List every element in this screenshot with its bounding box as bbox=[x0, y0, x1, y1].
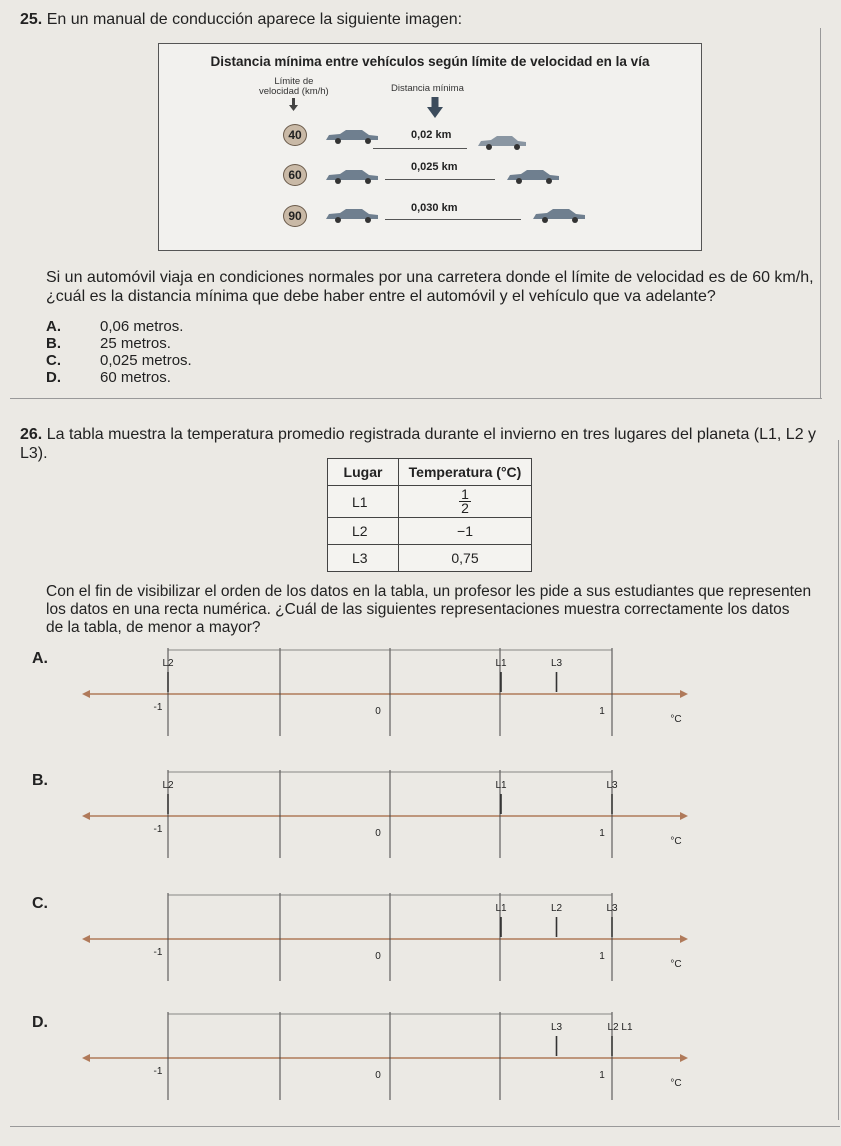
distance-90: 0,030 km bbox=[411, 202, 458, 214]
speed-badge-40: 40 bbox=[283, 124, 307, 146]
tick-label-0: 0 bbox=[375, 1070, 381, 1081]
question-25-header bbox=[20, 10, 462, 29]
down-arrow-icon bbox=[427, 97, 443, 119]
axis-arrow-icon bbox=[680, 935, 688, 943]
question-26-number: 26. bbox=[20, 426, 43, 443]
option-letter: D. bbox=[46, 369, 61, 386]
tick-label-0: 0 bbox=[375, 828, 381, 839]
option-text: 25 metros. bbox=[100, 335, 171, 352]
speed-limit-label-line2: velocidad (km/h) bbox=[259, 86, 329, 97]
option-text: 60 metros. bbox=[100, 369, 171, 386]
option-letter[interactable]: D. bbox=[32, 1014, 48, 1031]
option-text: 0,06 metros. bbox=[100, 318, 184, 335]
option-b[interactable] bbox=[46, 335, 192, 352]
axis-arrow-icon bbox=[82, 812, 90, 820]
speed-badge-60: 60 bbox=[283, 164, 307, 186]
unit-label: °C bbox=[670, 1078, 682, 1089]
question-25-options bbox=[46, 318, 192, 386]
speed-badge-90: 90 bbox=[283, 205, 307, 227]
axis-arrow-icon bbox=[82, 935, 90, 943]
axis-arrow-icon bbox=[680, 690, 688, 698]
speed-limit-label bbox=[259, 77, 329, 97]
marker-label: L1 bbox=[495, 780, 507, 791]
unit-label: °C bbox=[670, 959, 682, 970]
tick-label-minus1: -1 bbox=[153, 1066, 163, 1077]
car-icon bbox=[505, 168, 561, 184]
figure-title: Distancia mínima entre vehículos según límite de velocidad en la vía bbox=[210, 54, 650, 69]
table-row bbox=[328, 545, 532, 572]
tick-label-minus1: -1 bbox=[153, 947, 163, 958]
tick-label-0: 0 bbox=[375, 706, 381, 717]
axis-arrow-icon bbox=[680, 1054, 688, 1062]
number-line-d[interactable] bbox=[80, 1012, 720, 1104]
axis-arrow-icon bbox=[680, 812, 688, 820]
option-c[interactable] bbox=[46, 352, 192, 369]
option-d[interactable] bbox=[46, 369, 192, 386]
distance-40: 0,02 km bbox=[411, 129, 452, 141]
divider bbox=[10, 398, 822, 399]
tick-label-1: 1 bbox=[599, 1070, 605, 1081]
marker-label: L2 bbox=[162, 658, 174, 669]
question-26-text bbox=[46, 583, 836, 637]
marker-label: L3 bbox=[550, 658, 563, 669]
question-26-text-2: los datos en una recta numérica. ¿Cuál de las siguientes representaciones muestra correctamente los datos bbox=[46, 601, 790, 618]
marker-label: L1 bbox=[495, 658, 507, 669]
car-icon bbox=[531, 207, 587, 223]
question-25-intro: En un manual de conducción aparece la siguiente imagen: bbox=[46, 11, 463, 28]
fraction-denominator: 2 bbox=[461, 500, 469, 516]
question-26-text-1: Con el fin de visibilizar el orden de los datos en la tabla, un profesor les pide a sus estudiantes que representen bbox=[46, 583, 812, 600]
marker-label: L2 bbox=[550, 903, 563, 914]
option-letter: A. bbox=[46, 318, 61, 335]
unit-label: °C bbox=[670, 714, 682, 725]
table-cell-temp bbox=[399, 486, 532, 518]
marker-label: L3 bbox=[606, 780, 618, 791]
marker-label: L2 bbox=[162, 780, 174, 791]
question-25-text-2: ¿cuál es la distancia mínima que debe haber entre el automóvil y el vehículo que va adelante? bbox=[46, 288, 716, 305]
question-26-intro: La tabla muestra la temperatura promedio registrada durante el invierno en tres lugares del planeta (L1, L2 y L3). bbox=[20, 426, 817, 462]
option-text: 0,025 metros. bbox=[100, 352, 192, 369]
tick-label-minus1: -1 bbox=[153, 702, 163, 713]
car-icon bbox=[324, 128, 380, 144]
car-icon bbox=[324, 168, 380, 184]
axis-arrow-icon bbox=[82, 1054, 90, 1062]
tick-label-0: 0 bbox=[375, 951, 381, 962]
marker-label: L3 bbox=[606, 903, 618, 914]
speed-distance-figure bbox=[158, 43, 702, 251]
axis-arrow-icon bbox=[82, 690, 90, 698]
number-line-c[interactable] bbox=[80, 893, 720, 985]
table-header-temperatura: Temperatura (°C) bbox=[399, 459, 532, 486]
number-line-a[interactable] bbox=[80, 648, 720, 740]
table-row bbox=[328, 486, 532, 518]
question-25-number: 25. bbox=[20, 11, 43, 28]
question-26-text-3: de la tabla, de menor a mayor? bbox=[46, 619, 261, 636]
fraction-numerator: 1 bbox=[461, 486, 469, 502]
tick-label-1: 1 bbox=[599, 706, 605, 717]
option-letter[interactable]: C. bbox=[32, 895, 48, 912]
question-25-text-1: Si un automóvil viaja en condiciones normales por una carretera donde el límite de velocidad es de 60 km/h, bbox=[46, 269, 814, 286]
option-letter[interactable]: B. bbox=[32, 772, 48, 789]
down-arrow-icon bbox=[289, 98, 299, 112]
min-distance-label: Distancia mínima bbox=[391, 83, 464, 94]
marker-label: L3 bbox=[550, 1022, 563, 1033]
distance-60: 0,025 km bbox=[411, 161, 458, 173]
fraction-one-half bbox=[459, 488, 471, 515]
tick-label-minus1: -1 bbox=[153, 824, 163, 835]
car-icon bbox=[324, 207, 380, 223]
table-row bbox=[328, 518, 532, 545]
table-cell-temp: −1 bbox=[399, 518, 532, 545]
speed-limit-label-line1: Límite de bbox=[274, 76, 314, 87]
table-header-lugar: Lugar bbox=[328, 459, 399, 486]
option-letter[interactable]: A. bbox=[32, 650, 48, 667]
bottom-divider bbox=[10, 1126, 840, 1127]
unit-label: °C bbox=[670, 836, 682, 847]
car-icon bbox=[476, 134, 528, 150]
table-header-row bbox=[328, 459, 532, 486]
tick-label-1: 1 bbox=[599, 828, 605, 839]
table-cell-place: L2 bbox=[328, 518, 399, 545]
table-cell-temp: 0,75 bbox=[399, 545, 532, 572]
option-a[interactable] bbox=[46, 318, 192, 335]
table-cell-place: L1 bbox=[328, 486, 399, 518]
marker-label: L2 L1 bbox=[607, 1022, 633, 1033]
table-cell-place: L3 bbox=[328, 545, 399, 572]
temperature-table bbox=[327, 458, 532, 572]
marker-label: L1 bbox=[495, 903, 507, 914]
tick-label-1: 1 bbox=[599, 951, 605, 962]
option-letter: B. bbox=[46, 335, 61, 352]
option-letter: C. bbox=[46, 352, 61, 369]
number-line-b[interactable] bbox=[80, 770, 720, 862]
